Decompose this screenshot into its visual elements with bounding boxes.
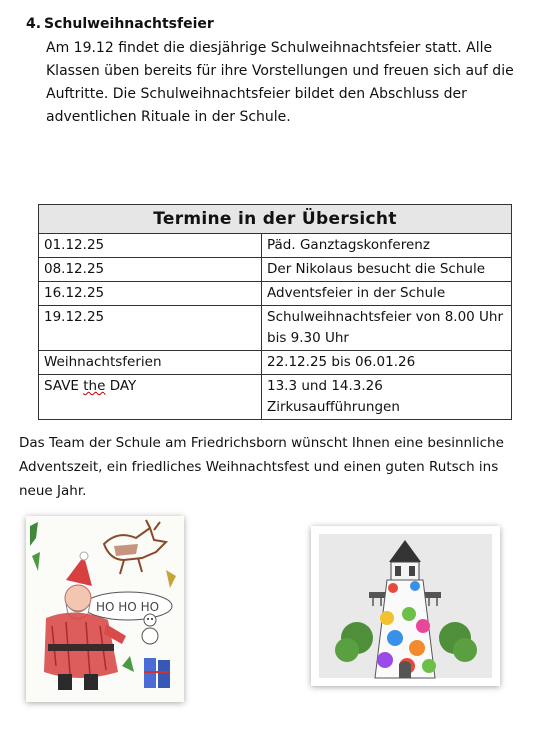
spellcheck-marked-word: the	[83, 378, 106, 394]
date-cell	[39, 375, 262, 420]
schedule-table	[38, 204, 512, 420]
date-cell: Weihnachtsferien	[39, 351, 262, 375]
santa-drawing	[26, 516, 184, 702]
date-text-pre: SAVE	[44, 378, 84, 394]
table-row	[39, 375, 512, 420]
table-row	[39, 351, 512, 375]
event-cell: 13.3 und 14.3.26 Zirkusaufführungen	[262, 375, 512, 420]
event-cell: 22.12.25 bis 06.01.26	[262, 351, 512, 375]
table-row	[39, 234, 512, 258]
section-title: Schulweihnachtsfeier	[44, 16, 214, 32]
date-cell: 19.12.25	[39, 306, 262, 351]
section-number: 4.	[26, 16, 42, 32]
date-cell: 01.12.25	[39, 234, 262, 258]
santa-drawing-image	[26, 516, 184, 702]
section-heading	[26, 16, 214, 32]
date-text-post: DAY	[105, 378, 137, 394]
tower-image	[311, 526, 500, 686]
closing-paragraph: Das Team der Schule am Friedrichsborn wünscht Ihnen eine besinnliche Adventszeit, ein friedliches Weihnachtsfest und einen guten Rutsch ins neue Jahr.	[19, 435, 504, 499]
table-row	[39, 282, 512, 306]
table-row	[39, 306, 512, 351]
section-paragraph: Am 19.12 findet die diesjährige Schulweihnachtsfeier statt. Alle Klassen üben bereits für ihre Vorstellungen und freuen sich auf die Auftritte. Die Schulweihnachtsfeier bildet den Abschluss der adventlichen Rituale in der Schule.	[46, 40, 514, 125]
schedule-title: Termine in der Übersicht	[39, 205, 512, 234]
event-cell: Päd. Ganztagskonferenz	[262, 234, 512, 258]
date-cell: 08.12.25	[39, 258, 262, 282]
date-cell: 16.12.25	[39, 282, 262, 306]
drawing-speech-text: HO HO HO	[96, 600, 160, 614]
event-cell: Der Nikolaus besucht die Schule	[262, 258, 512, 282]
tower-illustration	[311, 526, 500, 686]
event-cell: Adventsfeier in der Schule	[262, 282, 512, 306]
table-row	[39, 258, 512, 282]
event-cell: Schulweihnachtsfeier von 8.00 Uhr bis 9.30 Uhr	[262, 306, 512, 351]
